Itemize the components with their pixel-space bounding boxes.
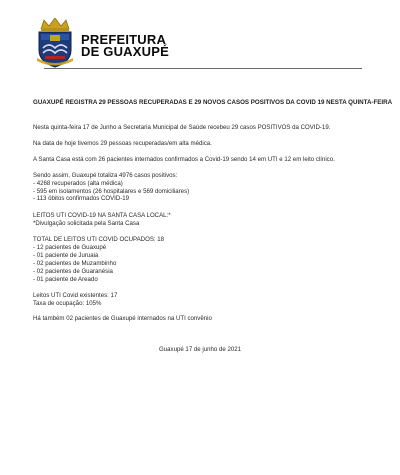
list-item: - 12 pacientes de Guaxupé — [33, 244, 107, 252]
news-body — [33, 124, 363, 323]
date-line: Guaxupé 17 de junho de 2021 — [159, 346, 241, 353]
brand-line-2: DE GUAXUPÉ — [81, 44, 169, 59]
paragraph-convenio: Há também 02 pacientes de Guaxupé internados na UTI convênio — [33, 315, 212, 323]
list-item: - 01 paciente de Areado — [33, 275, 98, 283]
paragraph-recovered: Na data de hoje tivemos 29 pessoas recuperadas/em alta médica. — [33, 139, 212, 147]
header-divider — [44, 68, 362, 69]
paragraph-new-cases: Nesta quinta-feira 17 de Junho a Secretaria Municipal de Saúde recebeu 29 casos POSITIVOS da COVID-19. — [33, 124, 331, 131]
summary-intro: Sendo assim, Guaxupé totaliza 4976 casos positivos: — [33, 171, 178, 179]
list-item: - 113 óbitos confirmados COVID-19 — [33, 195, 130, 203]
list-item: - 4268 recuperados (alta médica) — [33, 179, 123, 187]
paragraph-hospitalized: A Santa Casa está com 26 pacientes internados confirmados a Covid-19 sendo 14 em UTI e 12 em leito clínico. — [33, 155, 335, 163]
city-hall-name — [81, 34, 169, 58]
uti-section-title: LEITOS UTI COVID-19 NA SANTA CASA LOCAL:* — [33, 212, 171, 220]
uti-total-title: TOTAL DE LEITOS UTI COVID OCUPADOS: 18 — [33, 236, 165, 244]
brand-line-1: PREFEITURA — [81, 32, 167, 47]
list-item: - 01 paciente de Juruaia — [33, 251, 99, 259]
page-header — [35, 18, 365, 68]
occupancy-rate: Taxa de ocupação: 105% — [33, 299, 102, 307]
list-item: - 02 pacientes de Guaranésia — [33, 267, 113, 275]
list-item: - 595 em isolamentos (26 hospitalares e 569 domiciliares) — [33, 187, 190, 195]
list-item: - 02 pacientes de Muzambinho — [33, 259, 117, 267]
city-coat-of-arms-icon — [35, 18, 75, 68]
existing-beds: Leitos UTI Covid existentes: 17 — [33, 291, 118, 299]
uti-note: *Divulgação solicitada pela Santa Casa — [33, 220, 140, 228]
news-headline: GUAXUPÉ REGISTRA 29 PESSOAS RECUPERADAS E 29 NOVOS CASOS POSITIVOS DA COVID 19 NESTA QUINTA-FEIRA — [33, 99, 393, 106]
